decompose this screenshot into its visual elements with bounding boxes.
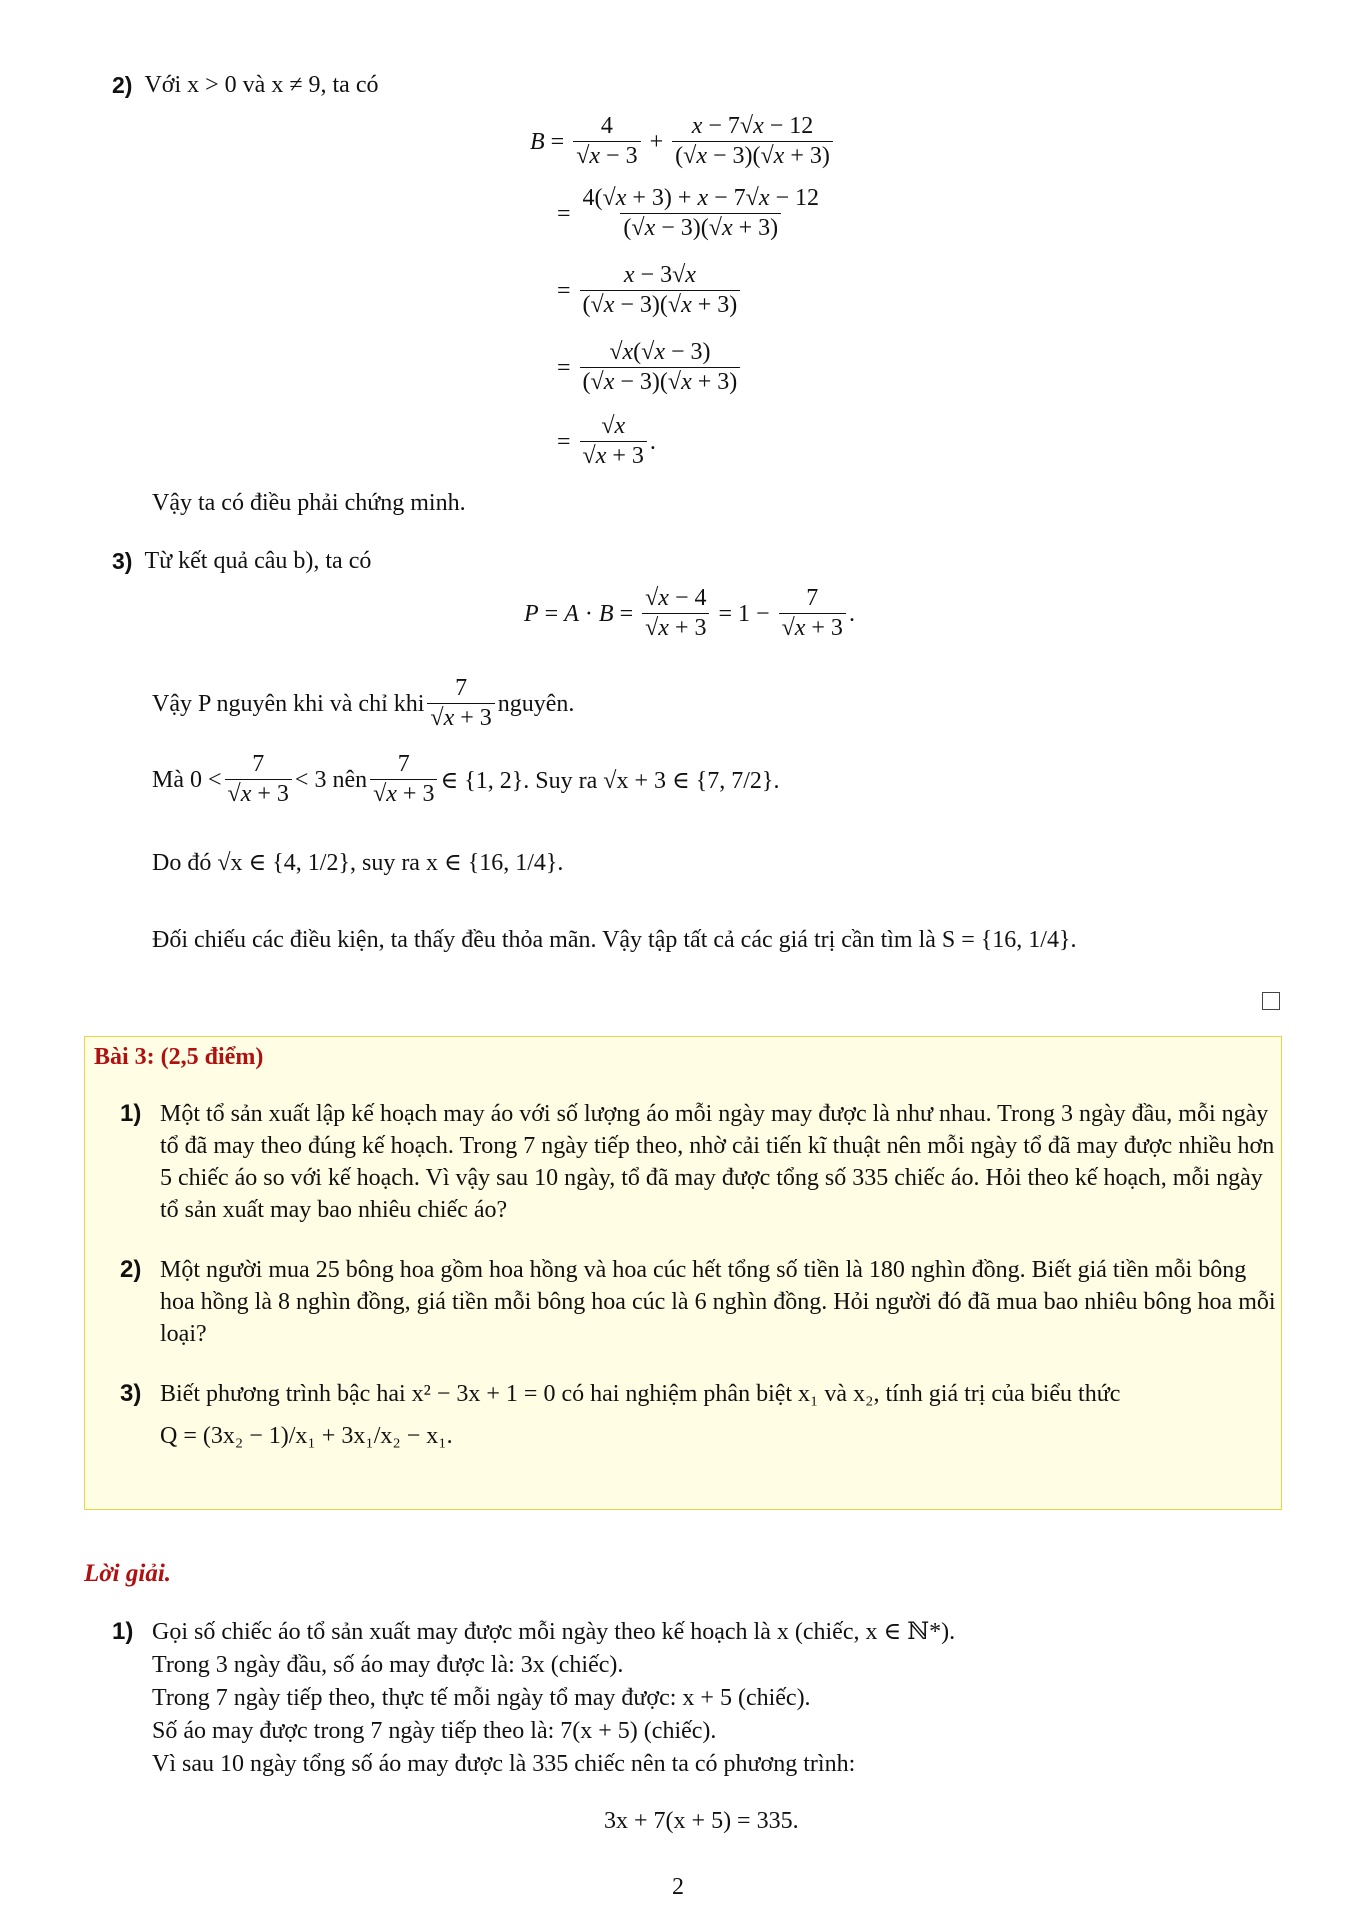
part3-intro: Từ kết quả câu b), ta có <box>144 548 372 574</box>
q2-label: 2) <box>120 1256 142 1283</box>
solution-line: Trong 7 ngày tiếp theo, thực tế mỗi ngày tổ may được: x + 5 (chiếc). <box>152 1685 811 1711</box>
qed-square-icon <box>1262 992 1280 1010</box>
q1-text: Một tổ sản xuất lập kế hoạch may áo với số lượng áo mỗi ngày may được là như nhau. Trong 3 ngày đầu, mỗi ngày tổ đã may theo đúng kế hoạch. Trong 7 ngày tiếp theo, nhờ cải tiến kĩ thuật nên mỗi ngày tổ đã may được nhiều hơn 5 chiếc áo so với kế hoạch. Vì vậy sau 10 ngày, tổ đã may được tổng số 335 chiếc áo. Hỏi theo kế hoạch, mỗi ngày tổ sản xuất may bao nhiêu chiếc áo? <box>160 1101 1275 1223</box>
ma-text: Mà 0 < <box>152 766 222 793</box>
solution-line: Số áo may được trong 7 ngày tiếp theo là: 7(x + 5) (chiếc). <box>152 1718 717 1744</box>
solution-heading: Lời giải. <box>84 1560 172 1587</box>
solution-line: Gọi số chiếc áo tổ sản xuất may được mỗi ngày theo kế hoạch là x (chiếc, x ∈ ℕ*). <box>152 1619 956 1645</box>
part2-intro: Với x > 0 và x ≠ 9, ta có <box>144 72 379 98</box>
q3-text: Biết phương trình bậc hai x² − 3x + 1 = 0 có hai nghiệm phân biệt x₁ và x₂, tính giá trị của biểu thức <box>160 1381 1121 1407</box>
fraction-ma-2: $\frac{7}{√x + 3}$ <box>370 751 437 808</box>
part2-label: 2) <box>112 72 133 98</box>
solution-line: Trong 3 ngày đầu, số áo may được là: 3x (chiếc). <box>152 1652 624 1678</box>
exercise-title: Bài 3: (2,5 điểm) <box>94 1044 264 1070</box>
do-do-text: Do đó √x ∈ {4, 1/2}, suy ra x ∈ {16, 1/4}. <box>152 849 564 876</box>
ma-mid: < 3 nên <box>294 766 368 793</box>
fraction-ma-1: $\frac{7}{√x + 3}$ <box>225 751 292 808</box>
p-integer-text: Vậy P nguyên khi và chỉ khi <box>152 690 425 717</box>
solution-line: Vì sau 10 ngày tổng số áo may được là 335 chiếc nên ta có phương trình: <box>152 1751 856 1777</box>
equation-P: P = A · B = $\frac{√x - 4}{√x + 3}$ = 1 − $\frac{7}{√x + 3}$ . <box>524 585 855 641</box>
q3-label: 3) <box>120 1380 142 1407</box>
final-text: Đối chiếu các điều kiện, ta thấy đều thỏa mãn. Vậy tập tất cả các giá trị cần tìm là S = {16, 1/4}. <box>152 926 1077 953</box>
part3-label: 3) <box>112 548 133 574</box>
p-integer-end: nguyên. <box>497 690 575 717</box>
q1-label: 1) <box>120 1100 142 1127</box>
q2-text: Một người mua 25 bông hoa gồm hoa hồng và hoa cúc hết tổng số tiền là 180 nghìn đồng. Biết giá tiền mỗi bông hoa hồng là 8 nghìn đồng, giá tiền mỗi bông hoa cúc là 6 nghìn đồng. Hỏi người đó đã mua bao nhiêu bông hoa mỗi loại? <box>160 1257 1276 1347</box>
part2-conclusion: Vậy ta có điều phải chứng minh. <box>152 490 466 516</box>
solution-label: 1) <box>112 1618 134 1645</box>
q3-expression: Q = (3x₂ − 1)/x₁ + 3x₁/x₂ − x₁. <box>160 1423 453 1449</box>
page-number: 2 <box>672 1874 684 1900</box>
solution-equation: 3x + 7(x + 5) = 335. <box>604 1808 799 1834</box>
ma-end: ∈ {1, 2}. Suy ra √x + 3 ∈ {7, 7/2}. <box>440 767 780 794</box>
fraction-7-over-sqrt: $\frac{7}{√x + 3}$ <box>427 675 494 732</box>
